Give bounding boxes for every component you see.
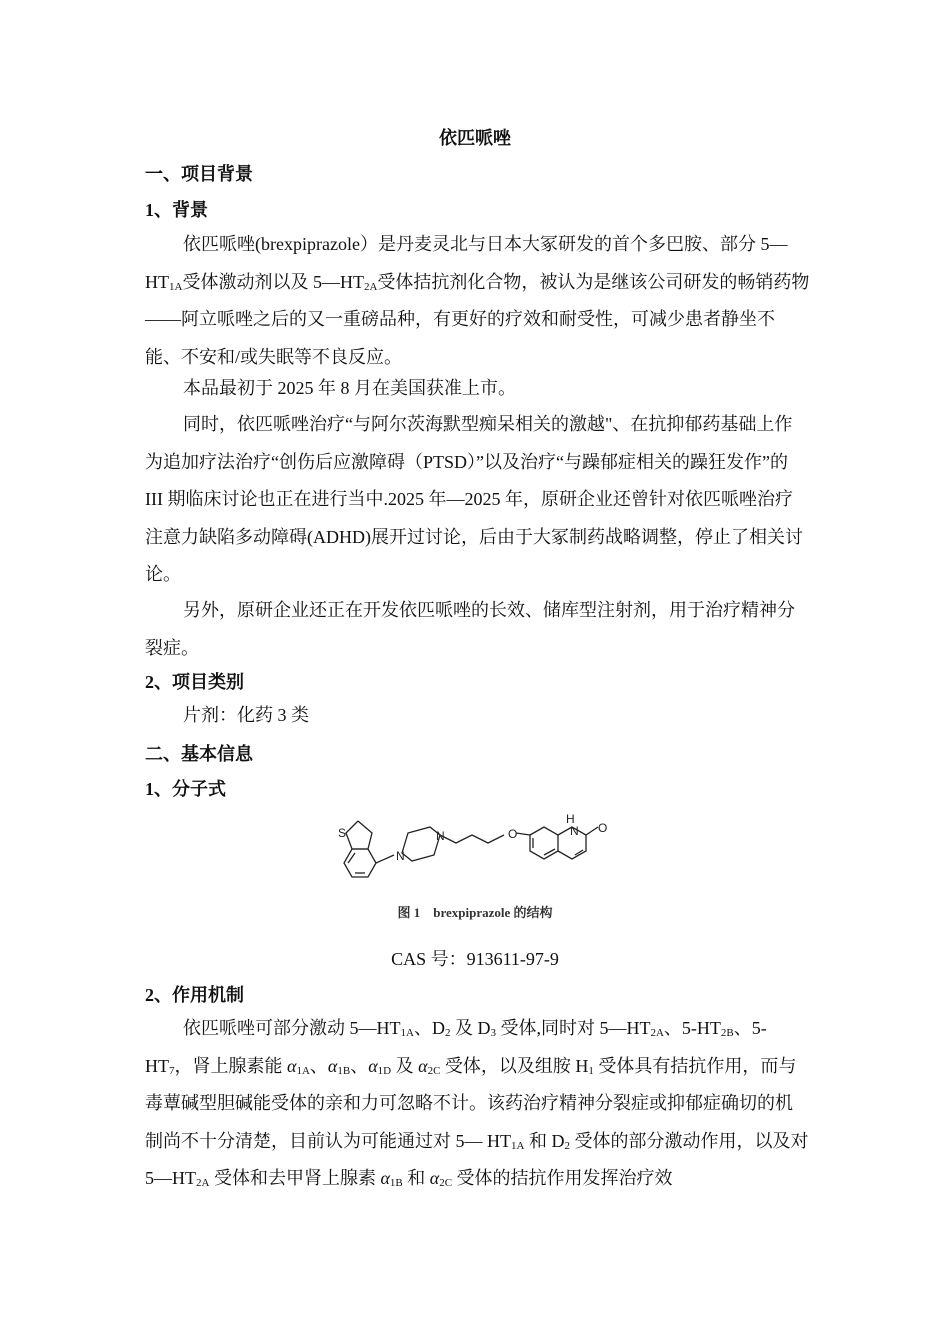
subheading-background: 1、背景 [145, 200, 208, 220]
figure-caption: 图 1 brexpiprazole 的结构 [397, 905, 553, 920]
section-heading-background: 一、项目背景 [145, 164, 253, 184]
paragraph-approval: 本品最初于 2025 年 8 月在美国获准上市。 [183, 378, 516, 398]
atom-label-h: H [566, 812, 575, 826]
atom-label-n: N [570, 824, 579, 838]
atom-label-o: O [508, 827, 518, 841]
subheading-category: 2、项目类别 [145, 672, 244, 692]
paragraph-injection: 另外，原研企业还正在开发依匹哌唑的长效、储库型注射剂，用于治疗精神分裂症。 [145, 600, 795, 658]
atom-label-o: O [598, 821, 608, 835]
subheading-molecular-formula: 1、分子式 [145, 779, 226, 799]
category-text: 片剂：化药 3 类 [183, 705, 309, 725]
document-title: 依匹哌唑 [439, 128, 511, 148]
section-heading-basic-info: 二、基本信息 [145, 744, 253, 764]
cas-number: CAS 号：913611-97-9 [391, 949, 559, 969]
subheading-mechanism: 2、作用机制 [145, 985, 244, 1005]
paragraph-background: 依匹哌唑(brexpiprazole）是丹麦灵北与日本大冢研发的首个多巴胺、部分 $5—HT_{1A}$受体激动剂以及 $5—HT_{2A}$受体拮抗剂化合物，被认为是继该公司研发的畅销药物——阿立哌唑之后的又一重磅品种，有更好的疗效和耐受性，可减少患者静坐不能、不安和/或失眠等不良反应。 [145, 234, 810, 367]
atom-label-n: N [396, 849, 405, 863]
paragraph-mechanism: 依匹哌唑可部分激动 $5—HT_{1A}$、$D_2$ 及 $D_3$ 受体,同时对 $5—HT_{2A}$、$5-HT_{2B}$、$5-HT_7$，肾上腺素能 $\alpha_{1A}$、$\alpha_{1B}$、$\alpha_{1D}$ 及 $\alpha_{2C}$ 受体，以及组胺 $H_1$ 受体具有拮抗作用，而与毒蕈碱型胆碱能受体的亲和力可忽略不计。该药治疗精神分裂症或抑郁症确切的机制尚不十分清楚，目前认为可能通过对 5— $HT_{1A}$ 和 $D_2$ 受体的部分激动作用，以及对 $5—HT_{2A}$ 受体和去甲肾上腺素 $\alpha_{1B}$ 和 $\alpha_{2C}$ 受体的拮抗作用发挥治疗效 [145, 1018, 809, 1189]
paragraph-trials: 同时，依匹哌唑治疗“与阿尔茨海默型痴呆相关的激越"、在抗抑郁药基础上作为追加疗法治疗“创伤后应激障碍（PTSD）”以及治疗“与躁郁症相关的躁狂发作”的 III 期临床讨论也正在进行当中.2025 年—2025 年，原研企业还曾针对依匹哌唑治疗注意力缺陷多动障碍(ADHD)展开过讨论，后由于大冢制药战略调整，停止了相关讨论。 [145, 414, 803, 584]
atom-label-s: S [338, 826, 347, 840]
atom-label-n: N [436, 829, 445, 843]
